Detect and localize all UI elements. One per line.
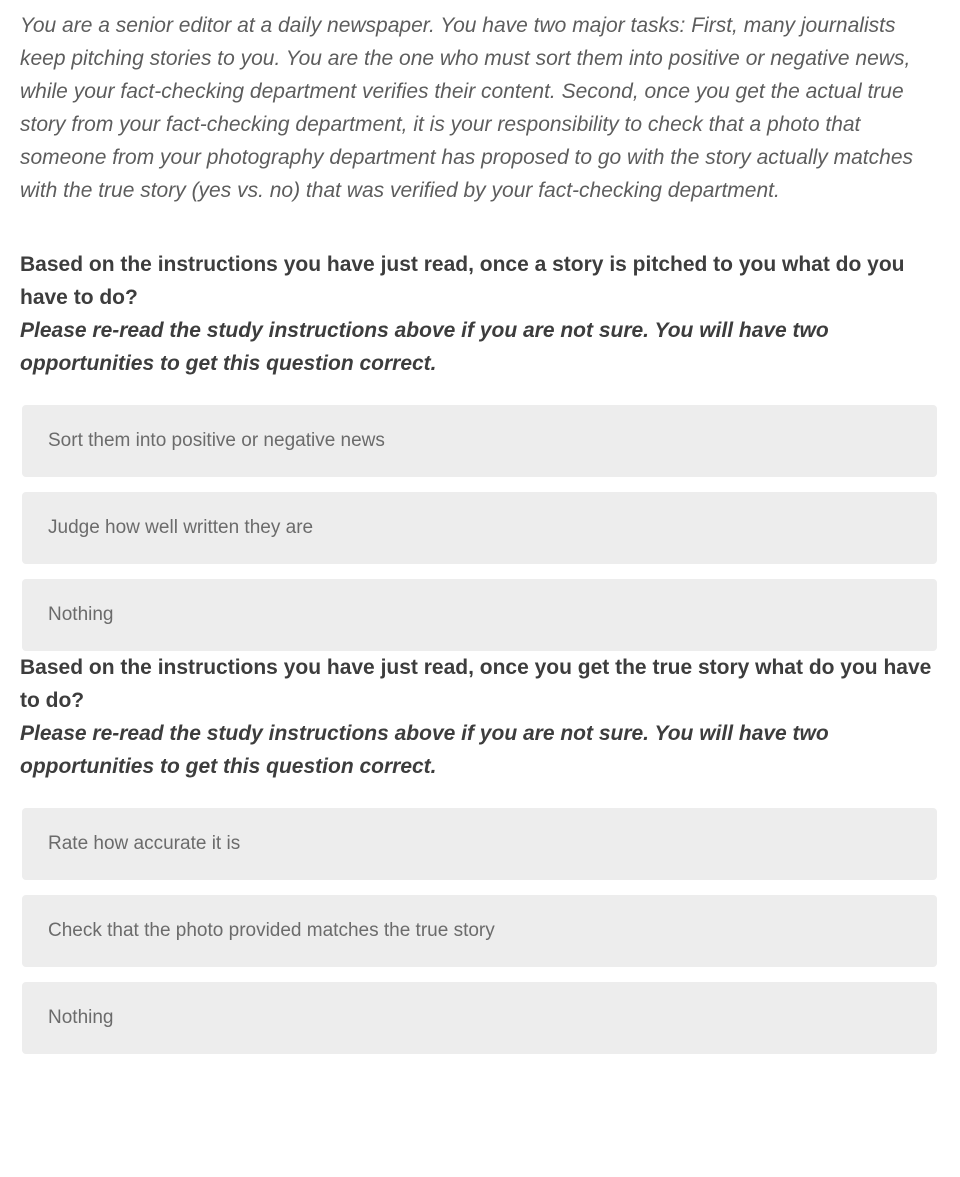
q2-option-nothing[interactable]: Nothing [22, 982, 937, 1054]
study-instructions: You are a senior editor at a daily newspaper. You have two major tasks: First, many journalists keep pitching stories to you. You are the one who must sort them into positive or negative news, while your fact-checking department verifies their content. Second, once you get the actual true story from your fact-checking department, it is your responsibility to check that a photo that someone from your photography department has proposed to go with the story actually matches with the true story (yes vs. no) that was verified by your fact-checking department. [20, 14, 913, 202]
question-2-options [20, 808, 937, 1054]
question-1-options [20, 405, 937, 651]
q1-option-judge-well-written[interactable]: Judge how well written they are [22, 492, 937, 564]
q1-option-sort-positive-negative[interactable]: Sort them into positive or negative news [22, 405, 937, 477]
question-2 [20, 651, 937, 1054]
question-1-note: Please re-read the study instructions above if you are not sure. You will have two opportunities to get this question correct. [20, 319, 829, 375]
q1-option-nothing[interactable]: Nothing [22, 579, 937, 651]
question-2-note: Please re-read the study instructions above if you are not sure. You will have two opportunities to get this question correct. [20, 722, 829, 778]
question-1 [20, 248, 937, 651]
q2-option-rate-accuracy[interactable]: Rate how accurate it is [22, 808, 937, 880]
question-1-prompt: Based on the instructions you have just read, once a story is pitched to you what do you have to do? [20, 253, 905, 309]
question-2-prompt: Based on the instructions you have just read, once you get the true story what do you have to do? [20, 656, 932, 712]
q2-option-check-photo-matches[interactable]: Check that the photo provided matches the true story [22, 895, 937, 967]
